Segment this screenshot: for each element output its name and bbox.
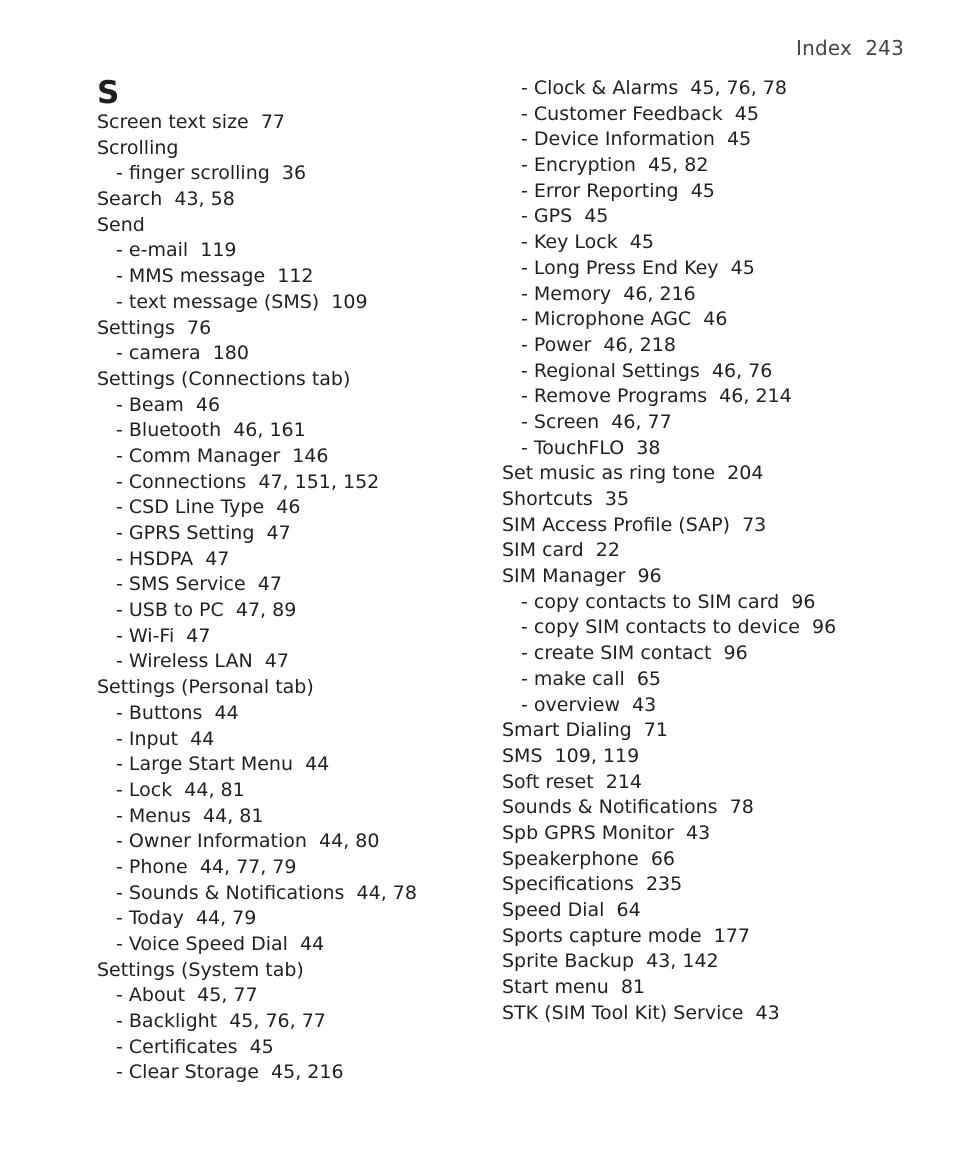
index-subentry: - CSD Line Type 46 (116, 496, 301, 519)
index-subentry: - Wi-Fi 47 (116, 624, 211, 647)
index-subentry: - e-mail 119 (116, 239, 237, 262)
index-subentry: - Today 44, 79 (116, 907, 257, 930)
index-entry: Sprite Backup 43, 142 (502, 950, 719, 973)
index-subentry: - HSDPA 47 (116, 547, 230, 570)
index-subentry: - TouchFLO 38 (521, 436, 661, 459)
index-subentry: - Lock 44, 81 (116, 778, 245, 801)
index-subentry: - Clock & Alarms 45, 76, 78 (521, 77, 787, 99)
index-subentry: - Large Start Menu 44 (116, 753, 330, 776)
index-subentry: - Customer Feedback 45 (521, 102, 759, 125)
index-subentry: - MMS message 112 (116, 265, 314, 288)
index-entry: SMS 109, 119 (502, 744, 640, 767)
index-subentry: - Power 46, 218 (521, 333, 676, 356)
index-entry: Send (97, 213, 145, 236)
index-subentry: - GPS 45 (521, 205, 609, 228)
index-subentry: - Microphone AGC 46 (521, 308, 728, 331)
index-entry: Settings (Connections tab) (97, 367, 351, 390)
index-entry: SIM card 22 (502, 539, 620, 562)
index-subentry: - Menus 44, 81 (116, 804, 264, 827)
index-entry: Search 43, 58 (97, 188, 235, 211)
index-subentry: - Regional Settings 46, 76 (521, 359, 773, 382)
index-entry: Spb GPRS Monitor 43 (502, 821, 711, 844)
index-entry: Settings (System tab) (97, 958, 304, 981)
page-header (796, 36, 904, 60)
index-subentry: - Screen 46, 77 (521, 410, 672, 433)
index-subentry: - GPRS Setting 47 (116, 522, 291, 544)
index-subentry: - create SIM contact 96 (521, 642, 748, 665)
index-entry: Scrolling (97, 136, 179, 159)
index-subentry: - Encryption 45, 82 (521, 154, 709, 177)
index-subentry: - Long Press End Key 45 (521, 256, 755, 279)
index-subentry: - copy SIM contacts to device 96 (521, 616, 837, 639)
section-letter: S (97, 75, 120, 111)
index-entry: Screen text size 77 (97, 111, 285, 133)
index-entry: Sports capture mode 177 (502, 924, 750, 947)
index-entry: Sounds & Notifications 78 (502, 796, 754, 819)
index-subentry: - Comm Manager 146 (116, 444, 329, 467)
index-subentry: - About 45, 77 (116, 984, 258, 1007)
index-subentry: - Connections 47, 151, 152 (116, 470, 380, 493)
index-subentry: - Phone 44, 77, 79 (116, 855, 297, 878)
index-subentry: - Device Information 45 (521, 128, 752, 151)
index-subentry: - USB to PC 47, 89 (116, 599, 297, 622)
index-entry: SIM Access Profile (SAP) 73 (502, 513, 767, 536)
index-column-left (97, 76, 477, 1086)
index-subentry: - Backlight 45, 76, 77 (116, 1010, 326, 1033)
index-entry: Specifications 235 (502, 873, 683, 896)
index-entry: Shortcuts 35 (502, 488, 630, 510)
index-subentry: - Bluetooth 46, 161 (116, 419, 306, 442)
index-subentry: - Voice Speed Dial 44 (116, 933, 325, 955)
index-subentry: - Clear Storage 45, 216 (116, 1061, 344, 1084)
index-subentry: - Input 44 (116, 727, 215, 750)
index-subentry: - overview 43 (521, 693, 657, 716)
index-subentry: - Certificates 45 (116, 1035, 274, 1058)
index-entry: Soft reset 214 (502, 770, 642, 793)
index-entry: Smart Dialing 71 (502, 719, 668, 742)
index-entry: Settings 76 (97, 316, 212, 339)
index-subentry: - Error Reporting 45 (521, 179, 715, 202)
index-subentry: - camera 180 (116, 342, 249, 365)
right-entry-list (502, 76, 922, 1026)
index-entry: Settings (Personal tab) (97, 676, 314, 699)
index-entry: SIM Manager 96 (502, 565, 662, 588)
index-entry: Start menu 81 (502, 976, 645, 999)
index-subentry: - Sounds & Notifications 44, 78 (116, 881, 417, 904)
left-entry-list (97, 110, 477, 1086)
index-subentry: - Beam 46 (116, 393, 221, 416)
index-entry: Speakerphone 66 (502, 847, 675, 870)
index-entry: Set music as ring tone 204 (502, 462, 764, 485)
page-number: 243 (865, 36, 904, 60)
header-label: Index (796, 36, 853, 60)
index-entry: Speed Dial 64 (502, 899, 641, 921)
index-subentry: - Key Lock 45 (521, 231, 654, 254)
index-column-right (502, 76, 922, 1026)
index-subentry: - SMS Service 47 (116, 573, 282, 596)
index-subentry: - make call 65 (521, 667, 662, 690)
index-subentry: - Wireless LAN 47 (116, 650, 289, 673)
index-entry: STK (SIM Tool Kit) Service 43 (502, 1001, 780, 1024)
index-subentry: - Memory 46, 216 (521, 282, 696, 305)
index-subentry: - Remove Programs 46, 214 (521, 385, 792, 408)
index-subentry: - copy contacts to SIM card 96 (521, 590, 816, 613)
index-subentry: - text message (SMS) 109 (116, 290, 368, 313)
index-subentry: - finger scrolling 36 (116, 162, 307, 185)
index-subentry: - Owner Information 44, 80 (116, 830, 380, 853)
index-subentry: - Buttons 44 (116, 701, 239, 724)
